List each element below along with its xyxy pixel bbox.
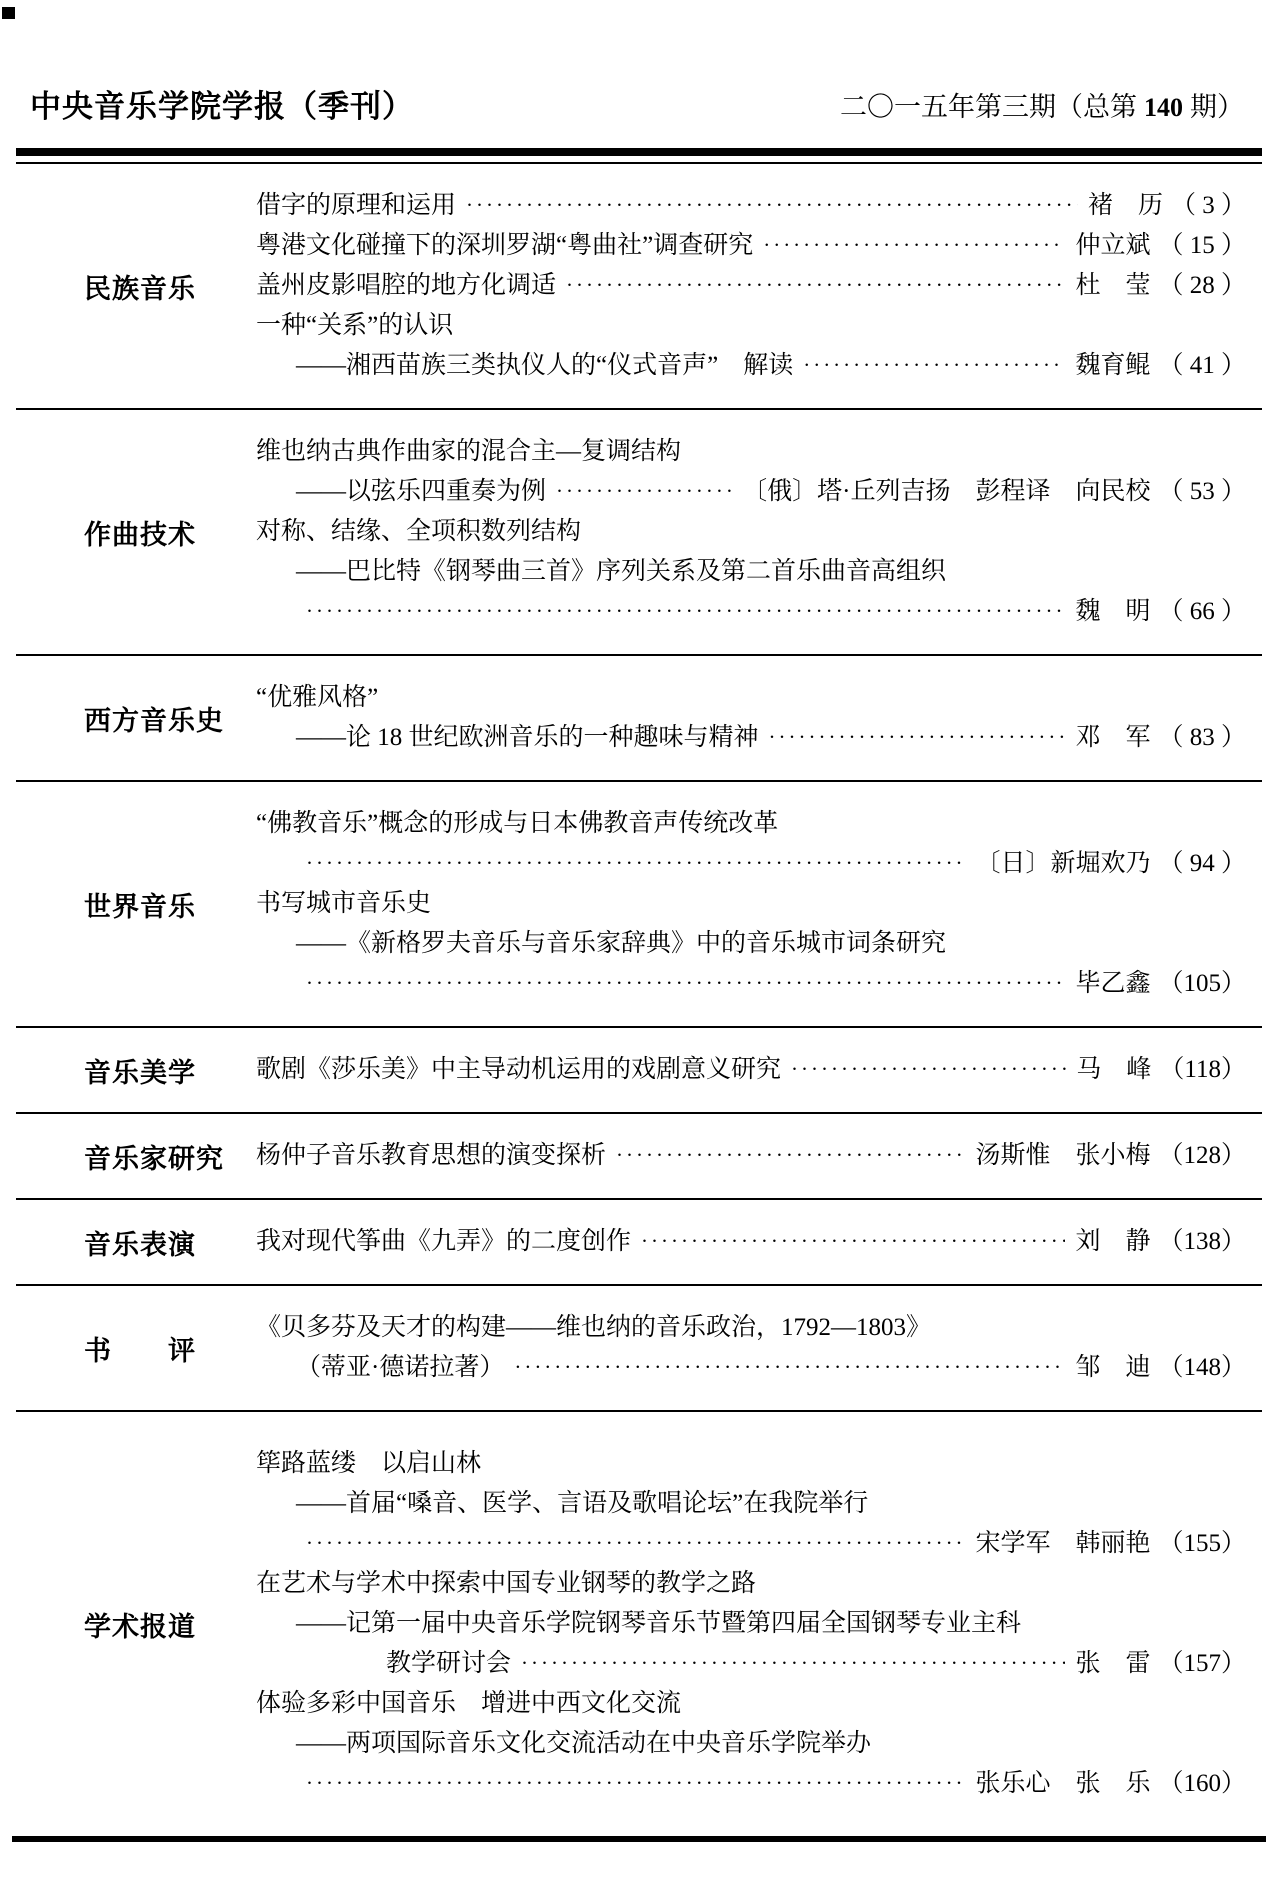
toc-entry-row bbox=[256, 1136, 1246, 1176]
dot-leader bbox=[763, 226, 1065, 266]
toc-entry-row bbox=[256, 1684, 1246, 1724]
section-label: 世界音乐 bbox=[84, 891, 196, 922]
dot-leader bbox=[514, 1348, 1065, 1388]
section-label: 学术报道 bbox=[84, 1611, 196, 1642]
dot-leader bbox=[566, 266, 1065, 306]
entry-title: 书写城市音乐史 bbox=[256, 890, 432, 917]
entry-title: 粤港文化碰撞下的深圳罗湖“粤曲社”调查研究 bbox=[256, 232, 754, 259]
entry-page-number: （105） bbox=[1158, 970, 1246, 997]
section-label: 民族音乐 bbox=[84, 273, 196, 304]
dot-leader bbox=[306, 964, 1065, 1004]
section-label: 书 评 bbox=[84, 1335, 196, 1366]
toc-entry-row bbox=[256, 884, 1246, 924]
entry-title: 在艺术与学术中探索中国专业钢琴的教学之路 bbox=[256, 1570, 757, 1597]
section-rows bbox=[256, 656, 1262, 780]
toc-entry-row bbox=[256, 226, 1246, 266]
entry-authors: 杜 莹 bbox=[1075, 272, 1151, 299]
toc-entry-row bbox=[256, 592, 1246, 632]
entry-authors: 宋学军 韩丽艳 bbox=[975, 1530, 1151, 1557]
dot-leader bbox=[791, 1050, 1066, 1090]
toc-entry-row bbox=[256, 1604, 1246, 1644]
dot-leader bbox=[306, 844, 965, 884]
entry-title: 体验多彩中国音乐 增进中西文化交流 bbox=[256, 1690, 682, 1717]
dot-leader bbox=[521, 1644, 1065, 1684]
entry-page-number: （ 28 ） bbox=[1158, 272, 1246, 299]
toc-entry-row bbox=[256, 1308, 1246, 1348]
toc-entry-row bbox=[256, 552, 1246, 592]
issue-text: 二〇一五年第三期（总第 bbox=[840, 92, 1137, 122]
dot-leader bbox=[641, 1222, 1065, 1262]
toc-section bbox=[16, 1200, 1262, 1286]
toc-entry-row bbox=[256, 346, 1246, 386]
entry-title: ——首届“嗓音、医学、言语及歌唱论坛”在我院举行 bbox=[296, 1490, 869, 1517]
entry-title: 《贝多芬及天才的构建——维也纳的音乐政治，1792—1803》 bbox=[256, 1314, 932, 1341]
entry-page-number: （ 66 ） bbox=[1158, 598, 1246, 625]
entry-page-number: （ 41 ） bbox=[1158, 352, 1246, 379]
entry-page-number: （118） bbox=[1159, 1056, 1246, 1083]
entry-title: 杨仲子音乐教育思想的演变探析 bbox=[256, 1142, 607, 1169]
section-rows bbox=[256, 1114, 1262, 1198]
dot-leader bbox=[306, 592, 1065, 632]
entry-authors: 马 峰 bbox=[1076, 1056, 1152, 1083]
entry-title: ——湘西苗族三类执仪人的“仪式音声” 解读 bbox=[296, 352, 794, 379]
entry-title: 筚路蓝缕 以启山林 bbox=[256, 1450, 482, 1477]
toc-entry-row bbox=[256, 1222, 1246, 1262]
toc-entry-row bbox=[256, 1524, 1246, 1564]
entry-page-number: （ 94 ） bbox=[1158, 850, 1246, 877]
entry-title: ——两项国际音乐文化交流活动在中央音乐学院举办 bbox=[296, 1730, 872, 1757]
dot-leader bbox=[306, 1524, 965, 1564]
entry-title: ——《新格罗夫音乐与音乐家辞典》中的音乐城市词条研究 bbox=[296, 930, 947, 957]
dot-leader bbox=[803, 346, 1065, 386]
toc-entry-row bbox=[256, 472, 1246, 512]
toc-entry-row bbox=[256, 1764, 1246, 1804]
entry-title: （蒂亚·德诺拉著） bbox=[296, 1354, 505, 1381]
entry-title: 歌剧《莎乐美》中主导动机运用的戏剧意义研究 bbox=[256, 1056, 782, 1083]
entry-title: 盖州皮影唱腔的地方化调适 bbox=[256, 272, 557, 299]
entry-title: 借字的原理和运用 bbox=[256, 192, 457, 219]
toc-section bbox=[16, 656, 1262, 782]
toc-section bbox=[16, 1114, 1262, 1200]
toc-entry-row bbox=[256, 1444, 1246, 1484]
entry-page-number: （128） bbox=[1158, 1142, 1246, 1169]
entry-page-number: （155） bbox=[1158, 1530, 1246, 1557]
toc-entry-row bbox=[256, 718, 1246, 758]
section-rows bbox=[256, 164, 1262, 408]
dot-leader bbox=[769, 718, 1066, 758]
toc-entry-row bbox=[256, 512, 1246, 552]
toc-entry-row bbox=[256, 266, 1246, 306]
footer-rule bbox=[12, 1836, 1266, 1842]
entry-title: ——记第一届中央音乐学院钢琴音乐节暨第四届全国钢琴专业主科 bbox=[296, 1610, 1022, 1637]
section-rows bbox=[256, 782, 1262, 1026]
entry-title: 维也纳古典作曲家的混合主—复调结构 bbox=[256, 438, 682, 465]
toc-section bbox=[16, 782, 1262, 1028]
entry-authors: 邓 军 bbox=[1075, 724, 1151, 751]
entry-authors: 张乐心 张 乐 bbox=[975, 1770, 1151, 1797]
toc-entry-row bbox=[256, 1644, 1246, 1684]
issue-suffix: 期） bbox=[1190, 92, 1244, 122]
entry-title: 我对现代筝曲《九弄》的二度创作 bbox=[256, 1228, 632, 1255]
entry-title: 一种“关系”的认识 bbox=[256, 312, 454, 339]
entry-page-number: （138） bbox=[1158, 1228, 1246, 1255]
issue-number: 140 bbox=[1144, 93, 1183, 122]
entry-authors: 〔日〕新堀欢乃 bbox=[975, 850, 1151, 877]
entry-title: ——论 18 世纪欧洲音乐的一种趣味与精神 bbox=[296, 724, 759, 751]
section-label: 音乐表演 bbox=[84, 1229, 196, 1260]
entry-page-number: （ 53 ） bbox=[1158, 478, 1246, 505]
section-label: 音乐美学 bbox=[84, 1057, 196, 1088]
entry-title: 教学研讨会 bbox=[386, 1650, 512, 1677]
toc-entry-row bbox=[256, 804, 1246, 844]
section-label: 作曲技术 bbox=[84, 519, 196, 550]
toc-section bbox=[16, 1286, 1262, 1412]
entry-authors: 邹 迪 bbox=[1075, 1354, 1151, 1381]
toc-entry-row bbox=[256, 1564, 1246, 1604]
toc-section bbox=[16, 410, 1262, 656]
entry-authors: 褚 历 bbox=[1087, 192, 1163, 219]
section-rows bbox=[256, 1200, 1262, 1284]
entry-title: “佛教音乐”概念的形成与日本佛教音声传统改革 bbox=[256, 810, 779, 837]
section-label: 音乐家研究 bbox=[84, 1143, 224, 1174]
entry-authors: 魏育鲲 bbox=[1075, 352, 1151, 379]
toc-entry-row bbox=[256, 924, 1246, 964]
toc-entry-row bbox=[256, 432, 1246, 472]
journal-title: 中央音乐学院学报（季刊） bbox=[30, 89, 414, 124]
entry-title: “优雅风格” bbox=[256, 684, 379, 711]
toc-sections bbox=[16, 164, 1262, 1836]
toc-section bbox=[16, 1028, 1262, 1114]
entry-authors: 刘 静 bbox=[1075, 1228, 1151, 1255]
page-header bbox=[0, 0, 1278, 128]
issue-info bbox=[840, 87, 1244, 128]
toc-section bbox=[16, 164, 1262, 410]
entry-title: ——以弦乐四重奏为例 bbox=[296, 478, 547, 505]
toc-entry-row bbox=[256, 1050, 1246, 1090]
dot-leader bbox=[616, 1136, 965, 1176]
toc-entry-row bbox=[256, 1348, 1246, 1388]
toc-section bbox=[16, 1412, 1262, 1836]
section-rows bbox=[256, 1412, 1262, 1836]
entry-page-number: （160） bbox=[1158, 1770, 1246, 1797]
toc-entry-row bbox=[256, 186, 1246, 226]
entry-page-number: （148） bbox=[1158, 1354, 1246, 1381]
entry-page-number: （157） bbox=[1158, 1650, 1246, 1677]
toc-entry-row bbox=[256, 964, 1246, 1004]
section-rows bbox=[256, 1028, 1262, 1112]
entry-authors: 仲立斌 bbox=[1075, 232, 1151, 259]
toc-entry-row bbox=[256, 1724, 1246, 1764]
section-rows bbox=[256, 1286, 1262, 1410]
entry-authors: 〔俄〕塔·丘列吉扬 彭程译 向民校 bbox=[742, 478, 1151, 505]
header-rule-thick bbox=[16, 148, 1262, 156]
corner-mark bbox=[2, 7, 15, 19]
section-rows bbox=[256, 410, 1262, 654]
entry-authors: 汤斯惟 张小梅 bbox=[975, 1142, 1151, 1169]
toc-entry-row bbox=[256, 1484, 1246, 1524]
entry-page-number: （ 15 ） bbox=[1158, 232, 1246, 259]
entry-authors: 毕乙鑫 bbox=[1075, 970, 1151, 997]
entry-authors: 张 雷 bbox=[1075, 1650, 1151, 1677]
entry-page-number: （ 83 ） bbox=[1158, 724, 1246, 751]
toc-entry-row bbox=[256, 844, 1246, 884]
entry-title: 对称、结缘、全项积数列结构 bbox=[256, 518, 582, 545]
section-label: 西方音乐史 bbox=[84, 705, 224, 736]
entry-page-number: （ 3 ） bbox=[1170, 192, 1246, 219]
toc-entry-row bbox=[256, 306, 1246, 346]
dot-leader bbox=[466, 186, 1078, 226]
dot-leader bbox=[306, 1764, 965, 1804]
entry-authors: 魏 明 bbox=[1075, 598, 1151, 625]
entry-title: ——巴比特《钢琴曲三首》序列关系及第二首乐曲音高组织 bbox=[296, 558, 947, 585]
toc-entry-row bbox=[256, 678, 1246, 718]
dot-leader bbox=[556, 472, 732, 512]
